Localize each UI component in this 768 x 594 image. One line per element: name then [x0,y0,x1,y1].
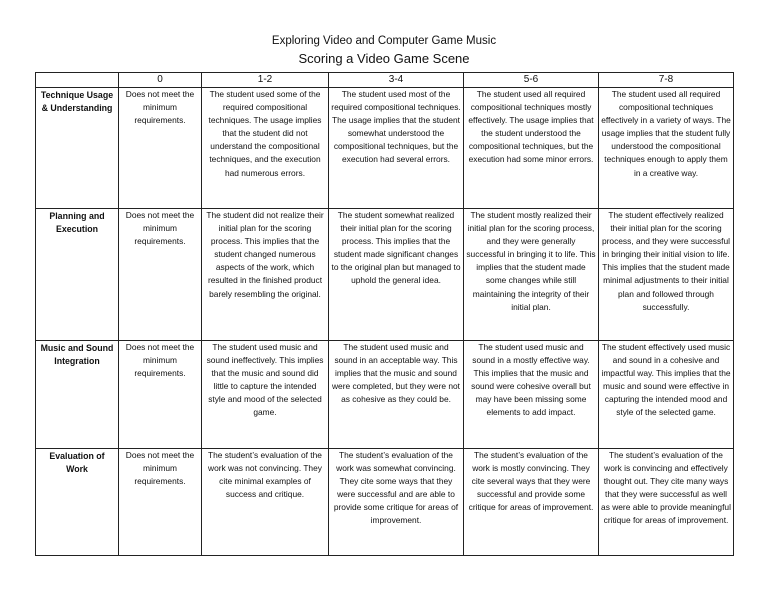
criterion-label: Technique Usage & Understanding [36,88,119,209]
rubric-cell: Does not meet the minimum requirements. [119,209,202,341]
rubric-cell: The student did not realize their initial plan for the scoring process. This implies that the student changed numerous aspects of the work, which resulted in the finished product barely resembling the original. [202,209,329,341]
table-row [36,341,734,449]
rubric-cell: The student used music and sound ineffectively. This implies that the music and sound did little to capture the intended style and mood of the selected game. [202,341,329,449]
table-row [36,449,734,556]
column-header-criterion [36,73,119,88]
rubric-table [35,72,734,556]
assignment-title: Scoring a Video Game Scene [298,51,470,66]
column-header-score-0: 0 [119,73,202,88]
rubric-cell: The student used all required compositional techniques mostly effectively. The usage implies that the student understood the compositional techniques, but the execution had some minor errors. [464,88,599,209]
column-header-score-5-6: 5-6 [464,73,599,88]
rubric-cell: The student’s evaluation of the work was not convincing. They cite minimal examples of success and critique. [202,449,329,556]
criterion-label: Evaluation of Work [36,449,119,556]
header-row [36,73,734,88]
rubric-cell: The student effectively used music and sound in a cohesive and impactful way. This implies that the music and sound were effective in capturing the intended mood and style of the selected game. [599,341,734,449]
column-header-score-7-8: 7-8 [599,73,734,88]
rubric-cell: The student used most of the required compositional techniques. The usage implies that the student somewhat understood the compositional techniques, but the execution had several errors. [329,88,464,209]
table-row [36,88,734,209]
rubric-cell: The student’s evaluation of the work is mostly convincing. They cite several ways that they were successful and provide some critique for areas of improvement. [464,449,599,556]
rubric-cell: The student’s evaluation of the work is convincing and effectively thought out. They cite many ways that they were successful as well as were able to provide meaningful critique for areas of improvement. [599,449,734,556]
rubric-cell: The student used music and sound in an acceptable way. This implies that the music and sound were completed, but they were not as cohesive as they could be. [329,341,464,449]
rubric-cell: The student used some of the required compositional techniques. The usage implies that the student did not understand the compositional techniques, and the execution had numerous errors. [202,88,329,209]
rubric-cell: Does not meet the minimum requirements. [119,341,202,449]
rubric-cell: Does not meet the minimum requirements. [119,449,202,556]
column-header-score-1-2: 1-2 [202,73,329,88]
rubric-cell: The student used music and sound in a mostly effective way. This implies that the music and sound were cohesive overall but may have been missing some elements to add impact. [464,341,599,449]
rubric-cell: The student effectively realized their initial plan for the scoring process, and they were successful in bringing their initial vision to life. This implies that the student made minimal adjustments to their initial plan and followed through successfully. [599,209,734,341]
rubric-cell: The student’s evaluation of the work was somewhat convincing. They cite some ways that they were successful and are able to provide some critique for areas of improvement. [329,449,464,556]
rubric-cell: The student used all required compositional techniques effectively in a variety of ways. The usage implies that the student fully understood the compositional techniques enough to apply them in a creative way. [599,88,734,209]
course-title: Exploring Video and Computer Game Music [271,35,497,47]
rubric-cell: The student somewhat realized their initial plan for the scoring process. This implies that the student made significant changes to the original plan but managed to uphold the general idea. [329,209,464,341]
criterion-label: Music and Sound Integration [36,341,119,449]
criterion-label: Planning and Execution [36,209,119,341]
rubric-cell: The student mostly realized their initial plan for the scoring process, and they were generally successful in bringing it to life. This implies that the student made some changes while still maintaining the integrity of their initial plan. [464,209,599,341]
column-header-score-3-4: 3-4 [329,73,464,88]
rubric-cell: Does not meet the minimum requirements. [119,88,202,209]
table-row [36,209,734,341]
